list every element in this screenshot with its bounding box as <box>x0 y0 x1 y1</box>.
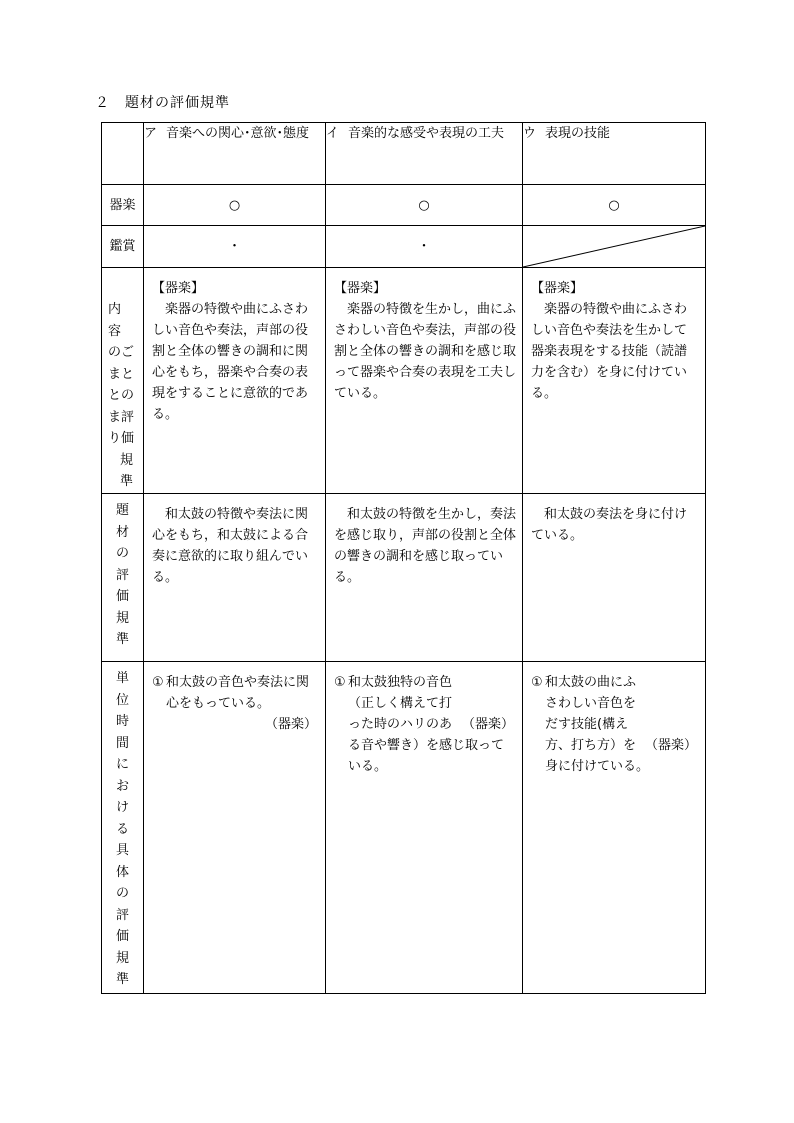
item-text: 和太鼓の曲にふさわしい音色をだす技能(構え方、打ち方）を身に付けている。 <box>545 675 650 774</box>
label-char: 内 <box>108 302 135 317</box>
topic-criteria-a <box>144 494 326 662</box>
criteria-text: 楽器の特徴を生かし，曲にふさわしい音色や奏法，声部の役割と全体の響きの調和を感じ取って器楽や合奏の表現を工夫している。 <box>334 302 517 401</box>
topic-criteria-u <box>523 494 706 662</box>
column-header-u <box>523 123 706 185</box>
content-criteria-u <box>523 268 706 494</box>
unit-criteria-i <box>326 662 523 994</box>
criteria-text: 和太鼓の奏法を身に付けている。 <box>531 507 688 543</box>
diagonal-line <box>523 226 705 267</box>
row-label-appreciation: 鑑賞 <box>102 226 144 268</box>
label-char: 規 <box>115 950 129 966</box>
label-char: 題 <box>115 503 129 518</box>
criteria-text: 和太鼓の特徴や奏法に関心をもち，和太鼓による合奏に意欲的に取り組んでいる。 <box>152 507 309 585</box>
content-criteria-i <box>326 268 523 494</box>
numbered-item <box>334 672 516 777</box>
content-criteria-a <box>144 268 326 494</box>
column-title: 音楽的な感受や表現の工夫 <box>348 126 505 141</box>
column-letter: イ <box>326 126 340 141</box>
item-text: 和太鼓の音色や奏法に関心をもっている。 <box>166 675 310 711</box>
label-char: 評 <box>115 907 129 923</box>
category-label: （器楽） <box>644 738 697 753</box>
item-number: ① <box>152 675 164 690</box>
unit-criteria-row <box>102 662 706 994</box>
label-char: 評 <box>115 567 129 583</box>
label-char: まと <box>108 366 135 382</box>
topic-criteria-row <box>102 494 706 662</box>
column-title: 表現の技能 <box>545 126 611 141</box>
label-char: の <box>115 886 129 901</box>
criteria-text: 楽器の特徴や曲にふさわしい音色や奏法，声部の役割と全体の響きの調和に関心をもち，器楽や合奏の表現をすることに意欲的である。 <box>152 302 309 422</box>
criteria-text: 楽器の特徴や曲にふさわしい音色や奏法を生かして器楽表現をする技能（読譜力を含む）を身に付けている。 <box>531 302 688 401</box>
column-header-i <box>326 123 523 185</box>
instrument-row <box>102 185 706 226</box>
item-text-wrap <box>348 672 516 777</box>
instrument-tag: 【器楽】 <box>334 281 387 296</box>
label-char: の <box>115 546 129 561</box>
label-char: 準 <box>115 972 129 987</box>
circle-mark: ○ <box>326 185 523 226</box>
label-char: 材 <box>115 524 129 540</box>
dot-mark: ・ <box>326 226 523 268</box>
label-char: 準 <box>115 632 129 647</box>
item-text: 和太鼓独特の音色（正しく構えて打った時のハリのある音や響き）を感じ取っている。 <box>348 675 505 774</box>
numbered-item <box>531 672 699 777</box>
unit-criteria-a <box>144 662 326 994</box>
label-char: 体 <box>115 864 129 880</box>
circle-mark: ○ <box>523 185 706 226</box>
label-char: る <box>115 821 129 837</box>
row-label-unit-criteria <box>102 662 144 994</box>
topic-criteria-i <box>326 494 523 662</box>
category-label: （器楽） <box>264 717 317 732</box>
unit-criteria-u <box>523 662 706 994</box>
label-char: 時 <box>115 714 129 729</box>
item-number: ① <box>334 675 346 690</box>
label-char: け <box>115 800 129 815</box>
label-char: 準 <box>120 474 134 489</box>
criteria-text: 和太鼓の特徴を生かし，奏法を感じ取り，声部の役割と全体の響きの調和を感じ取っている。 <box>334 507 517 585</box>
label-char: 規 <box>120 452 134 468</box>
label-char: 単 <box>115 671 129 686</box>
corner-cell <box>102 123 144 185</box>
column-letter: ア <box>144 126 158 141</box>
column-letter: ウ <box>523 126 537 141</box>
category-label: （器楽） <box>461 717 514 732</box>
label-char: 価 <box>115 929 129 944</box>
instrument-tag: 【器楽】 <box>152 281 205 296</box>
circle-mark: ○ <box>144 185 326 226</box>
label-char: ま評 <box>108 409 135 425</box>
label-char: 規 <box>115 610 129 626</box>
label-char: 価 <box>115 589 129 604</box>
label-char: との <box>108 388 135 403</box>
row-label-instrument: 器楽 <box>102 185 144 226</box>
content-criteria-row <box>102 268 706 494</box>
instrument-tag: 【器楽】 <box>531 281 584 296</box>
column-title: 音楽への関心･意欲･態度 <box>166 126 310 141</box>
label-char: お <box>115 778 129 794</box>
evaluation-criteria-table <box>101 122 706 994</box>
label-char: 間 <box>115 735 129 751</box>
label-char: 具 <box>115 843 129 858</box>
label-char: り価 <box>108 431 135 446</box>
label-char: 位 <box>115 692 129 708</box>
numbered-item <box>152 672 319 714</box>
header-row <box>102 123 706 185</box>
diagonal-slash-cell <box>523 226 706 268</box>
label-char: に <box>115 757 129 772</box>
column-header-a <box>144 123 326 185</box>
row-label-content-criteria <box>102 268 144 494</box>
item-number: ① <box>531 675 543 690</box>
row-label-topic-criteria <box>102 494 144 662</box>
appreciation-row <box>102 226 706 268</box>
label-char: 容 <box>108 323 135 339</box>
label-char: のご <box>108 345 135 360</box>
section-heading: ２ 題材の評価規準 <box>95 95 230 111</box>
dot-mark: ・ <box>144 226 326 268</box>
item-text-wrap <box>545 672 699 777</box>
